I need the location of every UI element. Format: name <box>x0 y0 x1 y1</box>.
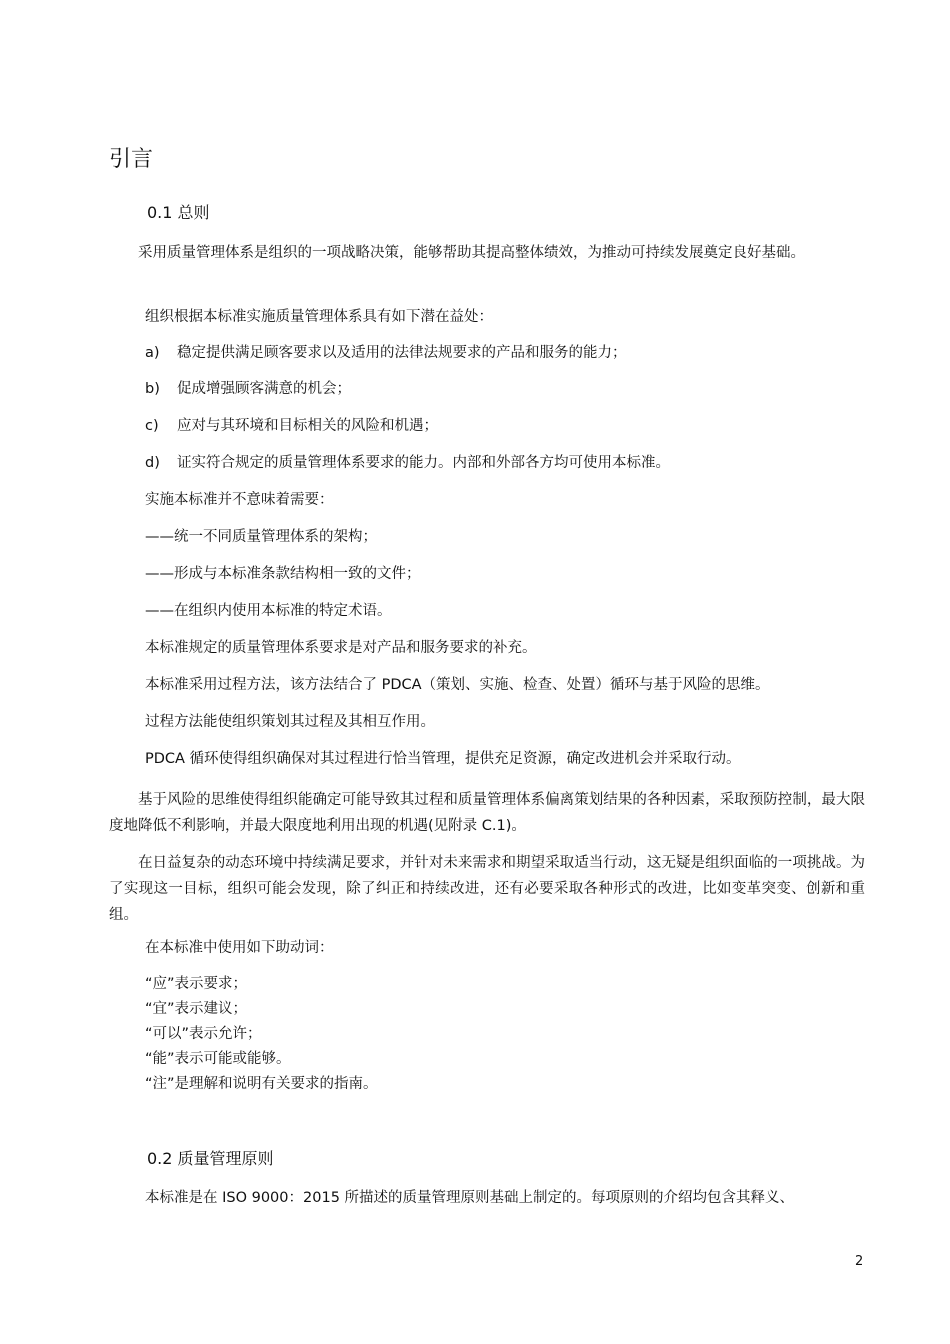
verb-item: “宜”表示建议； <box>145 1001 248 1017</box>
list-letter: b) <box>145 381 160 397</box>
dash-item: ——统一不同质量管理体系的架构； <box>145 529 377 545</box>
list-item <box>145 415 438 437</box>
list-letter: d) <box>145 455 160 471</box>
verb-item: “注”是理解和说明有关要求的指南。 <box>145 1076 378 1092</box>
list-text: 促成增强顾客满意的机会； <box>177 381 351 397</box>
list-text: 证实符合规定的质量管理体系要求的能力。内部和外部各方均可使用本标准。 <box>177 455 670 471</box>
list-text: 稳定提供满足顾客要求以及适用的法律法规要求的产品和服务的能力； <box>177 345 627 361</box>
page-title: 引言 <box>109 147 154 172</box>
paragraph-verbs-intro: 在本标准中使用如下助动词： <box>145 940 334 956</box>
paragraph-pdca: PDCA 循环使得组织确保对其过程进行恰当管理，提供充足资源，确定改进机会并采取行动。 <box>145 751 741 767</box>
section-title-0-2: 0.2 质量管理原则 <box>147 1149 274 1168</box>
list-text: 应对与其环境和目标相关的风险和机遇； <box>177 418 438 434</box>
page-number: 2 <box>855 1254 864 1269</box>
verb-item: “可以”表示允许； <box>145 1026 262 1042</box>
paragraph-process-approach: 本标准采用过程方法，该方法结合了 PDCA（策划、实施、检查、处置）循环与基于风险的思维。 <box>145 677 770 693</box>
paragraph-risk-thinking: 基于风险的思维使得组织能确定可能导致其过程和质量管理体系偏离策划结果的各种因素，采取预防控制，最大限度地降低不利影响，并最大限度地利用出现的机遇(见附录 C.1)。 <box>109 792 865 834</box>
verb-item: “应”表示要求； <box>145 976 248 992</box>
list-item <box>145 452 670 474</box>
paragraph-benefits-intro: 组织根据本标准实施质量管理体系具有如下潜在益处： <box>145 309 493 325</box>
list-item <box>145 378 351 400</box>
verb-item: “能”表示可能或能够。 <box>145 1051 291 1067</box>
dash-item: ——形成与本标准条款结构相一致的文件； <box>145 566 421 582</box>
paragraph-supplement: 本标准规定的质量管理体系要求是对产品和服务要求的补充。 <box>145 640 537 656</box>
list-letter: c) <box>145 418 159 434</box>
list-item <box>145 342 627 364</box>
paragraph-challenge: 在日益复杂的动态环境中持续满足要求，并针对未来需求和期望采取适当行动，这无疑是组织面临的一项挑战。为了实现这一目标，组织可能会发现，除了纠正和持续改进，还有必要采取各种形式的改进，比如变革突变、创新和重组。 <box>109 855 865 923</box>
paragraph-process-interaction: 过程方法能使组织策划其过程及其相互作用。 <box>145 714 435 730</box>
paragraph-principles: 本标准是在 ISO 9000：2015 所描述的质量管理原则基础上制定的。每项原则的介绍均包含其释义、 <box>145 1190 795 1206</box>
dash-item: ——在组织内使用本标准的特定术语。 <box>145 603 392 619</box>
list-letter: a) <box>145 345 160 361</box>
paragraph-general-1: 采用质量管理体系是组织的一项战略决策，能够帮助其提高整体绩效，为推动可持续发展奠定良好基础。 <box>138 245 805 261</box>
section-title-0-1: 0.1 总则 <box>147 203 210 222</box>
paragraph-not-imply: 实施本标准并不意味着需要： <box>145 492 334 508</box>
